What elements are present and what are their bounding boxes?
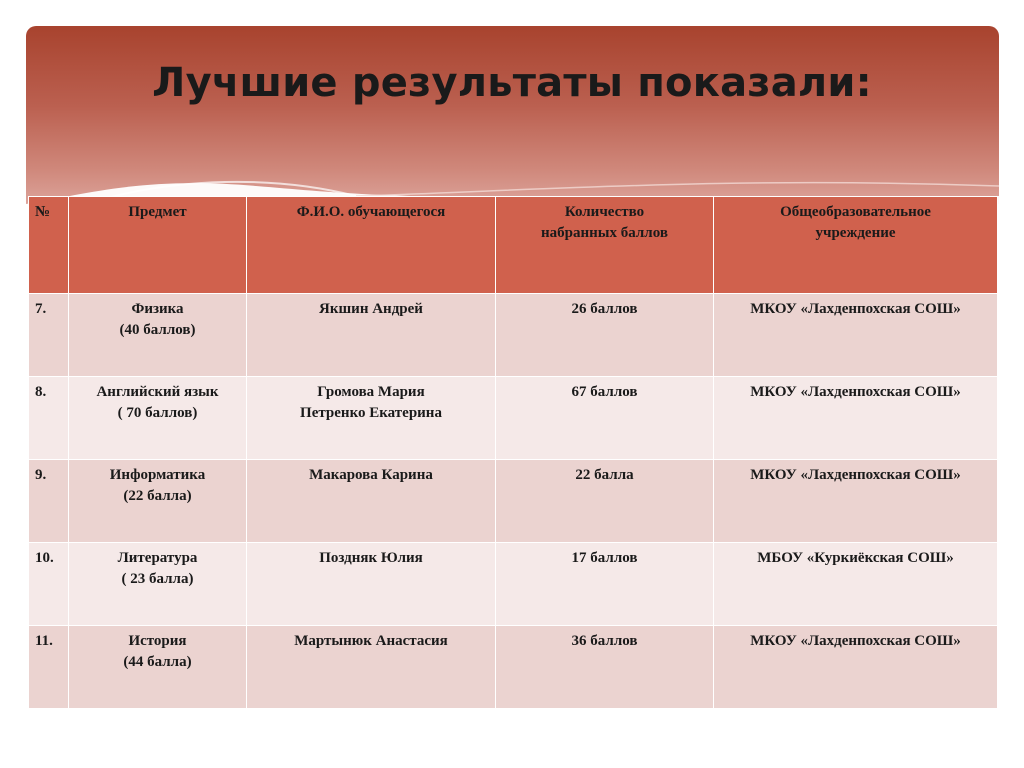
- row-subject: [69, 460, 247, 543]
- header-number: №: [29, 197, 69, 294]
- subject-name: Английский язык: [96, 384, 219, 400]
- row-score: 17 баллов: [496, 543, 714, 626]
- page-title: Лучшие результаты показали:: [152, 60, 872, 106]
- student-name: Поздняк Юлия: [319, 550, 423, 566]
- row-student: [247, 294, 496, 377]
- subject-name: История: [128, 633, 187, 649]
- subject-name: Физика: [131, 301, 184, 317]
- table-row: [29, 543, 998, 626]
- row-number: 7.: [29, 294, 69, 377]
- row-score: 22 балла: [496, 460, 714, 543]
- subject-max: ( 23 балла): [121, 571, 194, 587]
- row-subject: [69, 294, 247, 377]
- header-school-line1: Общеобразовательное: [780, 204, 931, 220]
- title-banner: [26, 26, 999, 204]
- row-subject: [69, 543, 247, 626]
- row-school: МКОУ «Лахденпохская СОШ»: [714, 460, 998, 543]
- row-subject: [69, 626, 247, 709]
- header-score-line2: набранных баллов: [541, 225, 668, 241]
- row-number: 9.: [29, 460, 69, 543]
- header-score-line1: Количество: [564, 204, 645, 220]
- row-student: [247, 377, 496, 460]
- header-school-line2: учреждение: [815, 225, 896, 241]
- table-row: [29, 294, 998, 377]
- table-row: [29, 377, 998, 460]
- header-school: [714, 197, 998, 294]
- row-school: МКОУ «Лахденпохская СОШ»: [714, 377, 998, 460]
- student-name: Мартынюк Анастасия: [294, 633, 448, 649]
- student-name: Якшин Андрей: [319, 301, 423, 317]
- row-score: 36 баллов: [496, 626, 714, 709]
- row-student: [247, 460, 496, 543]
- header-student: Ф.И.О. обучающегося: [247, 197, 496, 294]
- row-school: МБОУ «Куркиёкская СОШ»: [714, 543, 998, 626]
- row-student: [247, 626, 496, 709]
- table-row: [29, 626, 998, 709]
- student-name: Громова Мария: [317, 384, 425, 400]
- row-school: МКОУ «Лахденпохская СОШ»: [714, 626, 998, 709]
- student-name-second: Петренко Екатерина: [300, 405, 442, 421]
- row-number: 11.: [29, 626, 69, 709]
- subject-max: ( 70 баллов): [117, 405, 198, 421]
- row-number: 8.: [29, 377, 69, 460]
- subject-max: (40 баллов): [119, 322, 196, 338]
- results-table: [28, 196, 998, 709]
- subject-name: Литература: [117, 550, 198, 566]
- row-score: 26 баллов: [496, 294, 714, 377]
- subject-max: (22 балла): [123, 488, 192, 504]
- decorative-wave: [26, 26, 999, 204]
- student-name: Макарова Карина: [309, 467, 433, 483]
- table-row: [29, 460, 998, 543]
- header-score: [496, 197, 714, 294]
- row-student: [247, 543, 496, 626]
- subject-max: (44 балла): [123, 654, 192, 670]
- row-number: 10.: [29, 543, 69, 626]
- row-school: МКОУ «Лахденпохская СОШ»: [714, 294, 998, 377]
- row-score: 67 баллов: [496, 377, 714, 460]
- row-subject: [69, 377, 247, 460]
- table-header-row: [29, 197, 998, 294]
- header-subject: Предмет: [69, 197, 247, 294]
- subject-name: Информатика: [109, 467, 206, 483]
